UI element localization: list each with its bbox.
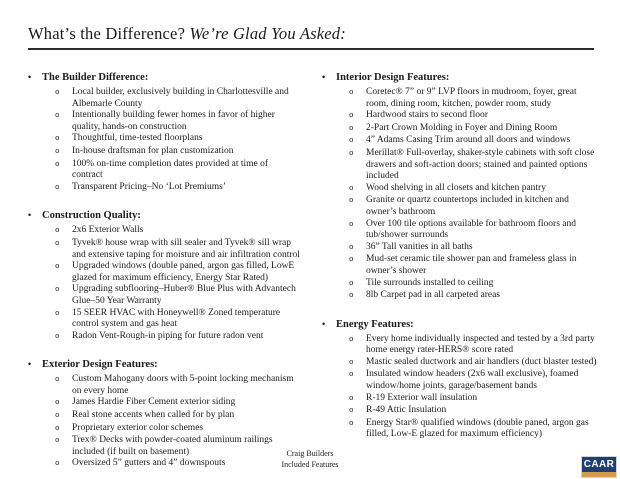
circle-bullet-icon: o: [55, 263, 60, 272]
circle-bullet-icon: o: [55, 424, 60, 433]
section-heading: [28, 209, 300, 222]
circle-bullet-icon: o: [55, 286, 60, 295]
list-item-text: Upgrading subflooring–Huber® Blue Plus with Advantech Glue–50 Year Warranty: [72, 284, 296, 306]
list-item-text: Granite or quartz countertops included in kitchen and owner’s bathroom: [366, 195, 569, 217]
bullet-icon: •: [28, 72, 32, 82]
circle-bullet-icon: o: [55, 239, 60, 248]
list-item-text: Energy Star® qualified windows (double paned, argon gas filled, Low-E glazed for maximum efficiency): [366, 417, 589, 440]
list-item-text: Real stone accents when called for by plan: [72, 410, 235, 421]
list-item-text: 2-Part Crown Molding in Foyer and Dining Room: [366, 122, 558, 133]
list-item: [349, 195, 600, 218]
list-item-text: Mud-set ceramic tile shower pan and frameless glass in owner’s shower: [366, 254, 577, 276]
list-item-text: Tile surrounds installed to ceiling: [366, 277, 494, 288]
list-item-text: Oversized 5” gutters and 4” downspouts: [72, 458, 226, 469]
circle-bullet-icon: o: [349, 358, 354, 367]
caar-logo-bar: [581, 472, 617, 478]
list-item-text: Transparent Pricing–No ‘Lot Premiums’: [72, 181, 227, 192]
list-item: [55, 374, 300, 397]
circle-bullet-icon: o: [55, 112, 60, 121]
list-item: [349, 369, 600, 392]
list-item-text: 36” Tall vanities in all baths: [366, 241, 473, 252]
list-item: [349, 110, 600, 123]
section-interior-design-features: [322, 71, 600, 303]
list-item: [55, 146, 300, 159]
circle-bullet-icon: o: [55, 412, 60, 421]
caar-logo-text: CAAR: [583, 459, 615, 470]
list-item: [55, 308, 300, 331]
section-heading: [322, 318, 600, 331]
footer-doc-title: Included Features: [281, 459, 339, 469]
circle-bullet-icon: o: [55, 89, 60, 97]
circle-bullet-icon: o: [349, 89, 354, 97]
caar-logo-box: [581, 456, 617, 472]
list-item-text: Over 100 tile options available for bathroom floors and tub/shower surrounds: [366, 218, 577, 241]
list-item-text: 15 SEER HVAC with Honeywell® Zoned temperature control system and gas heat: [72, 307, 281, 330]
circle-bullet-icon: o: [349, 220, 354, 229]
section-heading: [28, 358, 300, 371]
bullet-icon: •: [28, 359, 32, 370]
circle-bullet-icon: o: [349, 279, 354, 288]
list-item: [349, 418, 600, 441]
list-item-text: Hardwood stairs to second floor: [366, 110, 488, 121]
list-item: [349, 405, 600, 418]
circle-bullet-icon: o: [55, 376, 60, 385]
list-item-text: 4” Adams Casing Trim around all doors and windows: [366, 135, 571, 146]
circle-bullet-icon: o: [55, 332, 60, 341]
section-heading-text: Interior Design Features:: [336, 72, 450, 83]
list-item-text: Upgraded windows (double paned, argon gas filled, LowE glazed for maximum efficiency, Energy Star Rated): [72, 261, 295, 283]
section-item-list: [322, 87, 600, 303]
circle-bullet-icon: o: [55, 135, 60, 144]
circle-bullet-icon: o: [349, 112, 354, 121]
list-item: [349, 219, 600, 242]
circle-bullet-icon: o: [349, 184, 354, 193]
list-item-text: Wood shelving in all closets and kitchen pantry: [366, 182, 546, 193]
section-item-list: [28, 87, 300, 194]
list-item-text: James Hardie Fiber Cement exterior siding: [72, 397, 236, 408]
circle-bullet-icon: o: [349, 197, 354, 206]
circle-bullet-icon: o: [349, 407, 354, 416]
list-item-text: Merillat® Full-overlay, shaker-style cabinets with soft close drawers and soft-action doors; stained and painted options included: [366, 147, 595, 182]
title-divider: [28, 48, 594, 50]
list-item-text: Trex® Decks with powder-coated aluminum railings included (if built on basement): [72, 435, 273, 457]
list-item: [349, 290, 600, 303]
list-item-text: Proprietary exterior color schemes: [72, 422, 204, 433]
section-heading-text: The Builder Difference:: [42, 72, 149, 83]
list-item: [55, 331, 300, 344]
list-item-text: Intentionally building fewer homes in favor of higher quality, hands-on construction: [72, 110, 275, 132]
list-item-text: Radon Vent-Rough-in piping for future radon vent: [72, 330, 264, 341]
list-item: [55, 284, 300, 307]
section-item-list: [322, 334, 600, 441]
list-item-text: 8lb Carpet pad in all carpeted areas: [366, 290, 500, 301]
list-item: [349, 183, 600, 196]
section-heading: [322, 71, 600, 84]
circle-bullet-icon: o: [349, 137, 354, 146]
circle-bullet-icon: o: [349, 243, 354, 252]
circle-bullet-icon: o: [55, 160, 60, 169]
bullet-icon: •: [322, 72, 326, 82]
circle-bullet-icon: o: [349, 371, 354, 380]
circle-bullet-icon: o: [349, 394, 354, 403]
circle-bullet-icon: o: [55, 227, 60, 236]
list-item: [349, 87, 600, 110]
list-item-text: Every home individually inspected and tested by a 3rd party home energy rater-HERS® score rated: [366, 333, 595, 356]
list-item-text: Local builder, exclusively building in Charlottesville and Albemarle County: [72, 87, 289, 109]
list-item-text: 2x6 Exterior Walls: [72, 225, 144, 236]
list-item: [349, 135, 600, 148]
circle-bullet-icon: o: [55, 460, 60, 469]
section-heading-text: Construction Quality:: [42, 210, 141, 222]
list-item: [55, 159, 300, 182]
circle-bullet-icon: o: [55, 437, 60, 446]
circle-bullet-icon: o: [349, 335, 354, 344]
list-item-text: R-49 Attic Insulation: [366, 405, 447, 416]
page-title: [28, 24, 594, 44]
list-item: [349, 334, 600, 357]
circle-bullet-icon: o: [349, 149, 354, 158]
list-item-text: Insulated window headers (2x6 wall exclusive), foamed window/home joints, garage/basement bands: [366, 369, 579, 392]
page-title-regular: What’s the Difference?: [28, 24, 190, 43]
list-item: [55, 261, 300, 284]
section-heading: [28, 71, 300, 84]
circle-bullet-icon: o: [55, 399, 60, 408]
list-item: [349, 254, 600, 277]
section-heading-text: Exterior Design Features:: [42, 359, 158, 371]
circle-bullet-icon: o: [349, 419, 354, 428]
list-item-text: Custom Mahogany doors with 5-point locking mechanism on every home: [72, 374, 294, 396]
bullet-icon: •: [28, 210, 32, 221]
list-item: [55, 182, 300, 195]
list-item: [349, 278, 600, 291]
circle-bullet-icon: o: [349, 256, 354, 265]
list-item: [55, 225, 300, 238]
caar-logo: [581, 456, 617, 478]
list-item: [55, 238, 300, 261]
list-item-text: 100% on-time completion dates provided at time of contract: [72, 158, 269, 181]
circle-bullet-icon: o: [55, 147, 60, 156]
right-column: [322, 71, 600, 471]
list-item: [349, 242, 600, 255]
list-item: [349, 148, 600, 183]
content-columns: [0, 71, 620, 471]
section-item-list: [28, 225, 300, 343]
list-item: [349, 123, 600, 136]
section-the-builder-difference: [28, 71, 300, 194]
list-item-text: Thoughtful, time-tested floorplans: [72, 133, 203, 144]
list-item: [349, 357, 600, 370]
list-item: [55, 110, 300, 133]
section-heading-text: Energy Features:: [336, 318, 414, 330]
left-column: [28, 71, 322, 471]
circle-bullet-icon: o: [349, 292, 354, 301]
section-energy-features: [322, 318, 600, 441]
list-item-text: Mastic sealed ductwork and air handlers (duct blaster tested): [366, 356, 597, 367]
list-item-text: Coretec® 7” or 9” LVP floors in mudroom, foyer, great room, dining room, kitchen, powder room, study: [366, 87, 577, 109]
list-item: [55, 87, 300, 110]
list-item-text: Tyvek® house wrap with sill sealer and Tyvek® sill wrap and extensive taping for moisture and air infiltration control: [72, 237, 300, 260]
page-title-italic: We’re Glad You Asked:: [189, 24, 346, 43]
list-item-text: R-19 Exterior wall insulation: [366, 392, 478, 403]
footer-company-name: Craig Builders: [286, 449, 334, 458]
bullet-icon: •: [322, 318, 326, 329]
list-item-text: In-house draftsman for plan customization: [72, 145, 234, 156]
list-item: [55, 410, 300, 423]
list-item: [55, 423, 300, 436]
list-item: [55, 397, 300, 410]
circle-bullet-icon: o: [55, 309, 60, 318]
circle-bullet-icon: o: [55, 183, 60, 192]
document-header: [0, 0, 620, 50]
list-item: [349, 393, 600, 406]
footer: [0, 449, 620, 470]
section-construction-quality: [28, 209, 300, 343]
list-item: [55, 133, 300, 146]
circle-bullet-icon: o: [349, 124, 354, 133]
